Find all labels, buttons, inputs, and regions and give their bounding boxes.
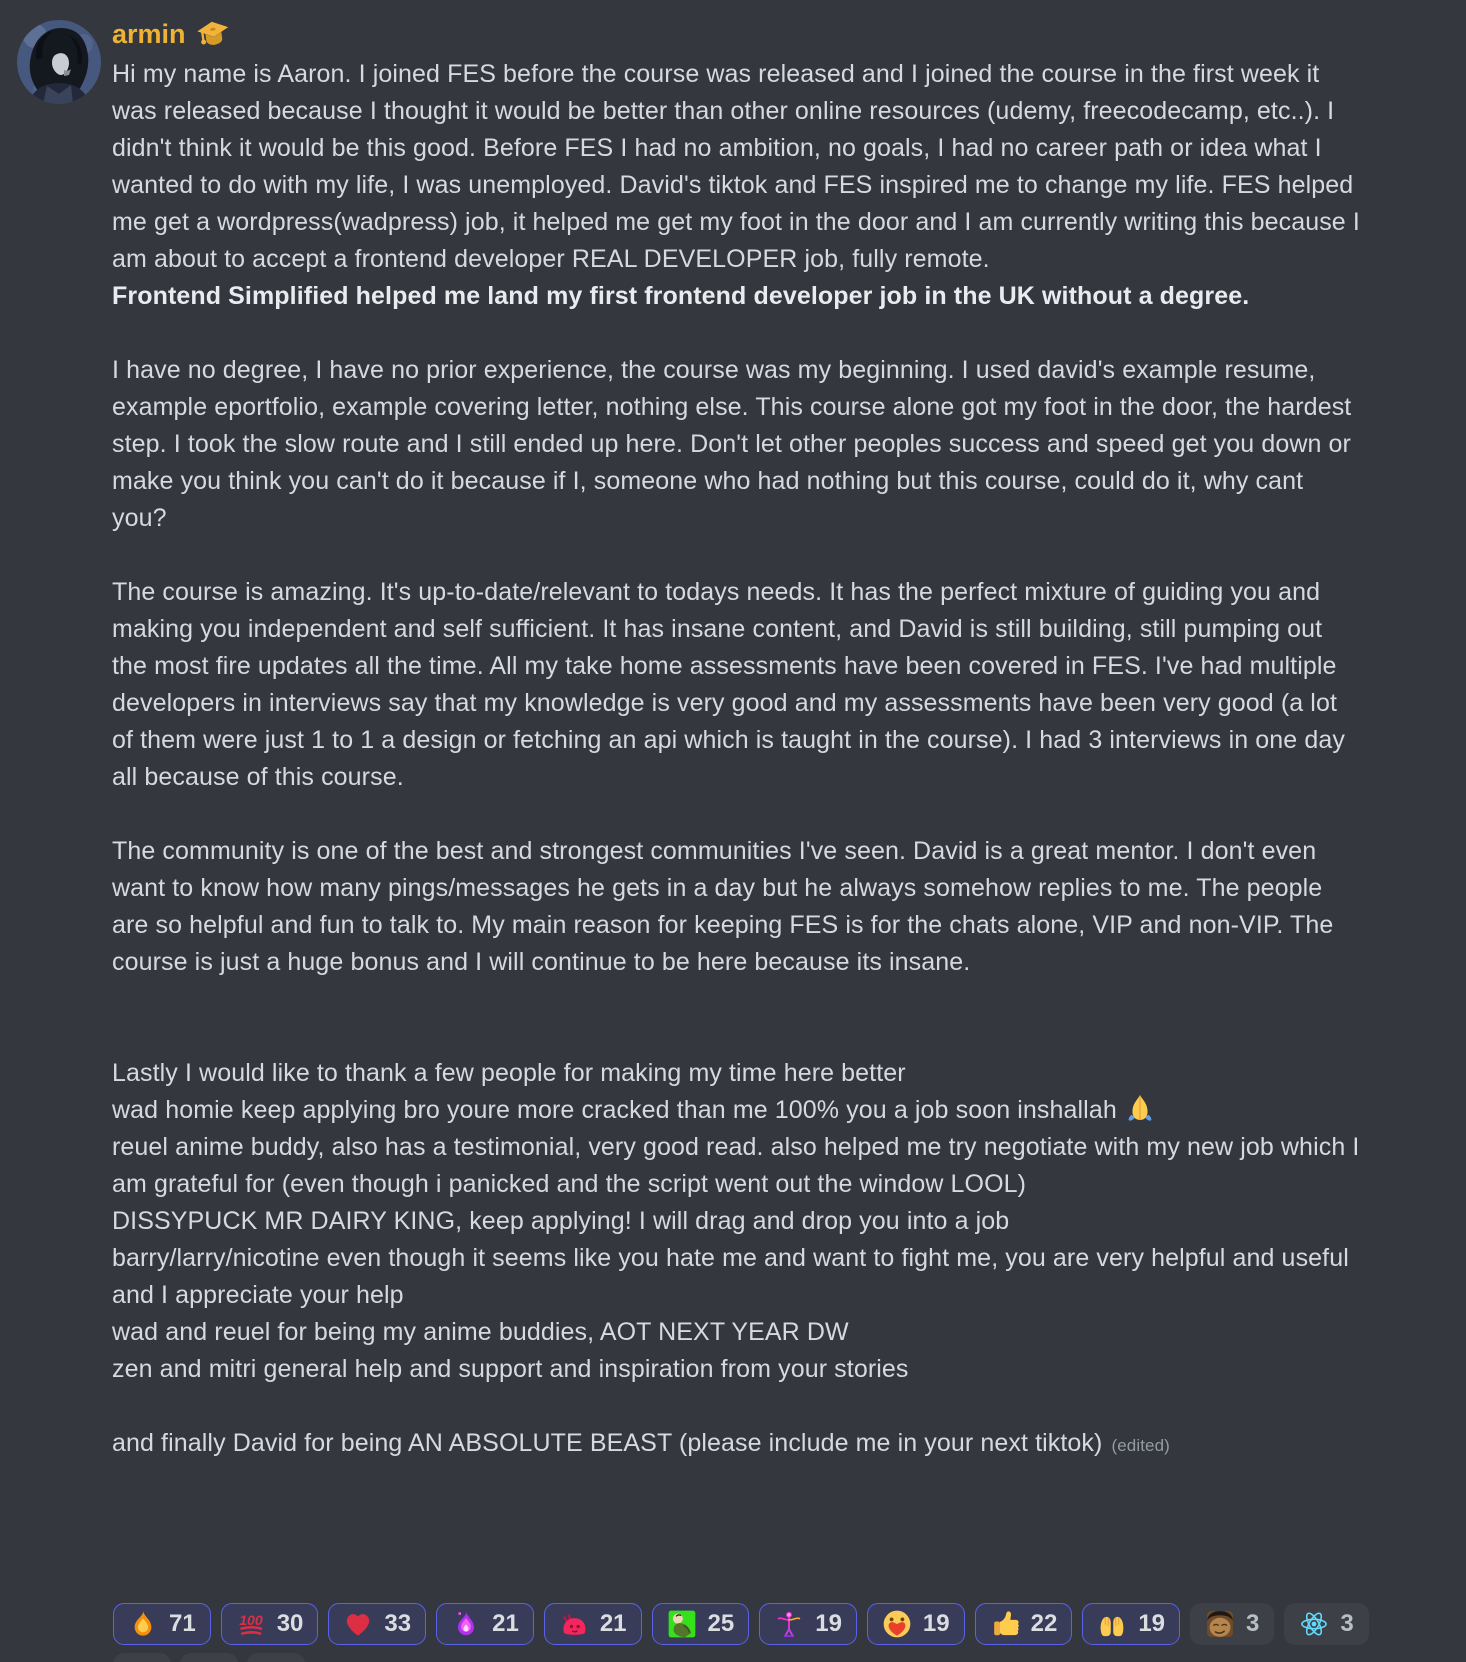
message-text: wad homie keep applying bro youre more cracked than me 100% you a job soon inshallah (112, 1096, 1124, 1124)
edited-label: (edited) (1111, 1436, 1170, 1455)
username[interactable]: armin (112, 19, 186, 49)
meme-face-icon (1205, 1609, 1235, 1639)
reactions-overflow-row (113, 1653, 305, 1662)
message-text: The community is one of the best and strongest communities I've seen. David is a great mentor. I don't even want to know how many pings/messages he gets in a day but he always somehow replies to me. The people are so helpful and fun to talk to. My main reason for keeping FES is for the chats alone, VIP and non-VIP. The course is just a huge bonus and I will continue to be here because its insane. (112, 837, 1334, 976)
reaction-palms-up[interactable] (1082, 1603, 1180, 1645)
blank-line (112, 315, 1362, 352)
palms-up-icon (1097, 1609, 1127, 1639)
green-dancer-icon (667, 1609, 697, 1639)
purple-flame-icon (451, 1609, 481, 1639)
message-line (112, 1314, 1362, 1351)
message-text: DISSYPUCK MR DAIRY KING, keep applying! I will drag and drop you into a job (112, 1207, 1010, 1235)
blank-line (112, 981, 1362, 1018)
message-line (112, 1240, 1362, 1314)
thumbs-up-icon (990, 1609, 1020, 1639)
reaction-heart[interactable] (328, 1603, 426, 1645)
message-text: and finally David for being AN ABSOLUTE BEAST (please include me in your next tiktok) (112, 1429, 1103, 1457)
message-line (112, 1092, 1362, 1129)
reaction-hundred[interactable] (221, 1603, 319, 1645)
message-text: zen and mitri general help and support and inspiration from your stories (112, 1355, 909, 1383)
reaction-meme-face[interactable] (1190, 1603, 1274, 1645)
message-line (112, 1425, 1362, 1464)
fire-icon (128, 1609, 158, 1639)
reaction-count: 21 (492, 1610, 519, 1637)
reaction-count: 3 (1340, 1610, 1354, 1637)
hundred-icon (236, 1609, 266, 1639)
blank-line (112, 537, 1362, 574)
reaction-count: 30 (276, 1610, 304, 1637)
blank-line (112, 796, 1362, 833)
reaction-count: 21 (599, 1610, 627, 1637)
message-text: Lastly I would like to thank a few people for making my time here better (112, 1059, 906, 1087)
message-line (112, 56, 1362, 278)
folded-hands-icon (1124, 1092, 1156, 1124)
reaction-count: 25 (707, 1610, 735, 1637)
reaction-count: 22 (1030, 1610, 1058, 1637)
blank-line (112, 1388, 1362, 1425)
reaction-purple-flame[interactable] (436, 1603, 534, 1645)
heart-icon (343, 1609, 373, 1639)
message-bold-line (112, 278, 1362, 315)
reaction-partial[interactable] (247, 1653, 305, 1662)
reaction-partial[interactable] (180, 1653, 238, 1662)
heart-face-icon (882, 1609, 912, 1639)
reaction-thumbs-up[interactable] (975, 1603, 1073, 1645)
reactions-row (113, 1603, 1369, 1645)
neon-dancer-icon (774, 1609, 804, 1639)
reaction-count: 19 (922, 1610, 950, 1637)
message-text: wad and reuel for being my anime buddies, AOT NEXT YEAR DW (112, 1318, 849, 1346)
message-text: Frontend Simplified helped me land my first frontend developer job in the UK without a degree. (112, 282, 1250, 310)
message-text: barry/larry/nicotine even though it seems like you hate me and want to fight me, you are very helpful and useful and I appreciate your help (112, 1244, 1349, 1309)
reaction-count: 19 (1138, 1610, 1166, 1637)
reaction-count: 33 (384, 1610, 412, 1637)
svg-text:100: 100 (238, 1612, 263, 1629)
blank-line (112, 1018, 1362, 1055)
message-content (112, 56, 1362, 1464)
message-line (112, 574, 1362, 796)
message-header (112, 14, 1366, 54)
message-line (112, 1055, 1362, 1092)
message-line (112, 833, 1362, 981)
pink-blob-icon (559, 1609, 589, 1639)
reaction-react-logo[interactable] (1284, 1603, 1368, 1645)
message-text: reuel anime buddy, also has a testimonial, very good read. also helped me try negotiate with my new job which I am grateful for (even though i panicked and the script went out the window LOOL) (112, 1133, 1360, 1198)
reaction-heart-face[interactable] (867, 1603, 965, 1645)
reaction-neon-dancer[interactable] (759, 1603, 857, 1645)
message-text: I have no degree, I have no prior experience, the course was my beginning. I used david's example resume, example eportfolio, example covering letter, nothing else. This course alone got my foot in the door, the hardest step. I took the slow route and I still ended up here. Don't let other peoples success and speed get you down or make you think you can't do it because if I, someone who had nothing but this course, could do it, why cant you? (112, 356, 1352, 532)
reaction-count: 3 (1246, 1610, 1260, 1637)
user-avatar[interactable] (17, 20, 101, 104)
message-line (112, 1129, 1362, 1203)
reaction-count: 19 (815, 1610, 842, 1637)
reaction-pink-blob[interactable] (544, 1603, 642, 1645)
message-line (112, 352, 1362, 537)
reaction-partial[interactable] (113, 1653, 171, 1662)
react-logo-icon (1299, 1609, 1329, 1639)
reaction-fire[interactable] (113, 1603, 211, 1645)
message-text: Hi my name is Aaron. I joined FES before the course was released and I joined the course in the first week it was released because I thought it would be better than other online resources (udemy, freecodecamp, etc..). I didn't think it would be this good. Before FES I had no ambition, no goals, I had no career path or idea what I wanted to do with my life, I was unemployed. David's tiktok and FES inspired me to change my life. FES helped me get a wordpress(wadpress) job, it helped me get my foot in the door and I am currently writing this because I am about to accept a frontend developer REAL DEVELOPER job, fully remote. (112, 60, 1360, 273)
graduation-cap-icon (196, 17, 230, 51)
reaction-green-dancer[interactable] (652, 1603, 750, 1645)
message-line (112, 1351, 1362, 1388)
reaction-count: 71 (169, 1610, 196, 1637)
message-line (112, 1203, 1362, 1240)
message-text: The course is amazing. It's up-to-date/relevant to todays needs. It has the perfect mixture of guiding you and making you independent and self sufficient. It has insane content, and David is still building, still pumping out the most fire updates all the time. All my take home assessments have been covered in FES. I've had multiple developers in interviews say that my knowledge is very good and my assessments have been very good (a lot of them were just 1 to 1 a design or fetching an api which is taught in the course). I had 3 interviews in one day all because of this course. (112, 578, 1345, 791)
